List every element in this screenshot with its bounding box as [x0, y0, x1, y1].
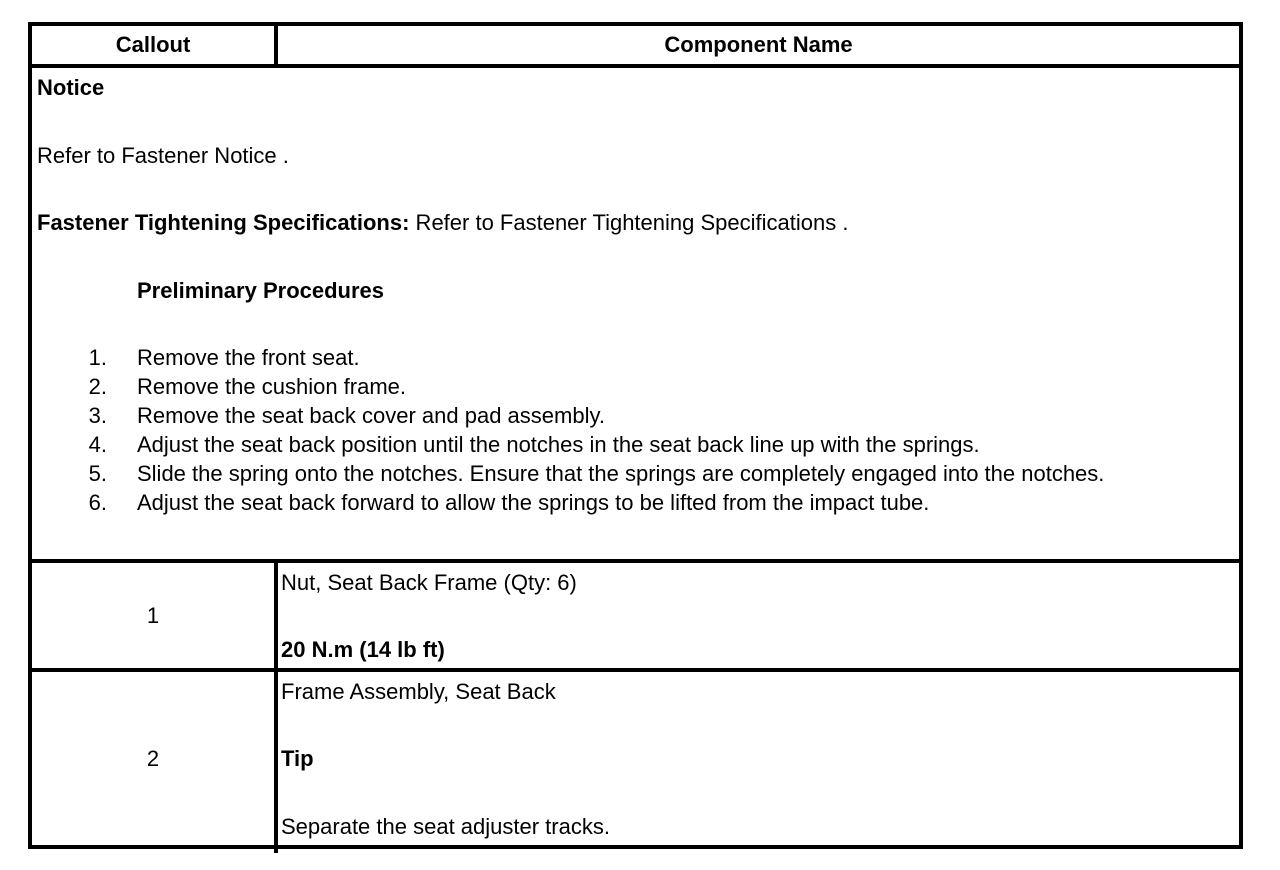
fastener-spec-line	[37, 210, 848, 236]
header-divider	[32, 64, 1239, 68]
step-text: Remove the front seat.	[137, 345, 360, 370]
step-number: 4.	[88, 432, 107, 457]
callout-number: 2	[146, 746, 160, 771]
header-component-name: Component Name	[664, 32, 853, 57]
fastener-spec-label: Fastener Tightening Specifications:	[37, 210, 410, 235]
row1-column-divider	[274, 563, 278, 668]
notice-refer-text: Refer to Fastener Notice .	[37, 143, 289, 168]
row2-column-divider	[274, 672, 278, 853]
component-name: Nut, Seat Back Frame (Qty: 6)	[281, 570, 577, 595]
step-number: 6.	[88, 490, 107, 515]
step-number: 3.	[88, 403, 107, 428]
row1-divider	[32, 668, 1239, 672]
notice-title: Notice	[37, 75, 105, 100]
callout-number: 1	[146, 603, 160, 628]
step-number: 1.	[88, 345, 107, 370]
component-name: Frame Assembly, Seat Back	[281, 679, 556, 704]
fastener-spec-text: Refer to Fastener Tightening Specifications .	[409, 210, 849, 235]
header-callout: Callout	[115, 32, 191, 57]
step-text: Adjust the seat back forward to allow the springs to be lifted from the impact tube.	[137, 490, 930, 515]
step-text: Adjust the seat back position until the notches in the seat back line up with the springs.	[137, 432, 980, 457]
tip-title: Tip	[281, 746, 314, 771]
notice-divider	[32, 559, 1239, 563]
procedure-table	[28, 22, 1243, 849]
preliminary-title: Preliminary Procedures	[137, 278, 385, 303]
step-text: Slide the spring onto the notches. Ensure that the springs are completely engaged into the notches.	[137, 461, 1105, 486]
header-column-divider	[274, 26, 278, 64]
step-number: 2.	[88, 374, 107, 399]
step-text: Remove the cushion frame.	[137, 374, 407, 399]
torque-spec: 20 N.m (14 lb ft)	[281, 637, 445, 662]
step-number: 5.	[88, 461, 107, 486]
tip-text: Separate the seat adjuster tracks.	[281, 814, 610, 839]
step-text: Remove the seat back cover and pad assembly.	[137, 403, 605, 428]
